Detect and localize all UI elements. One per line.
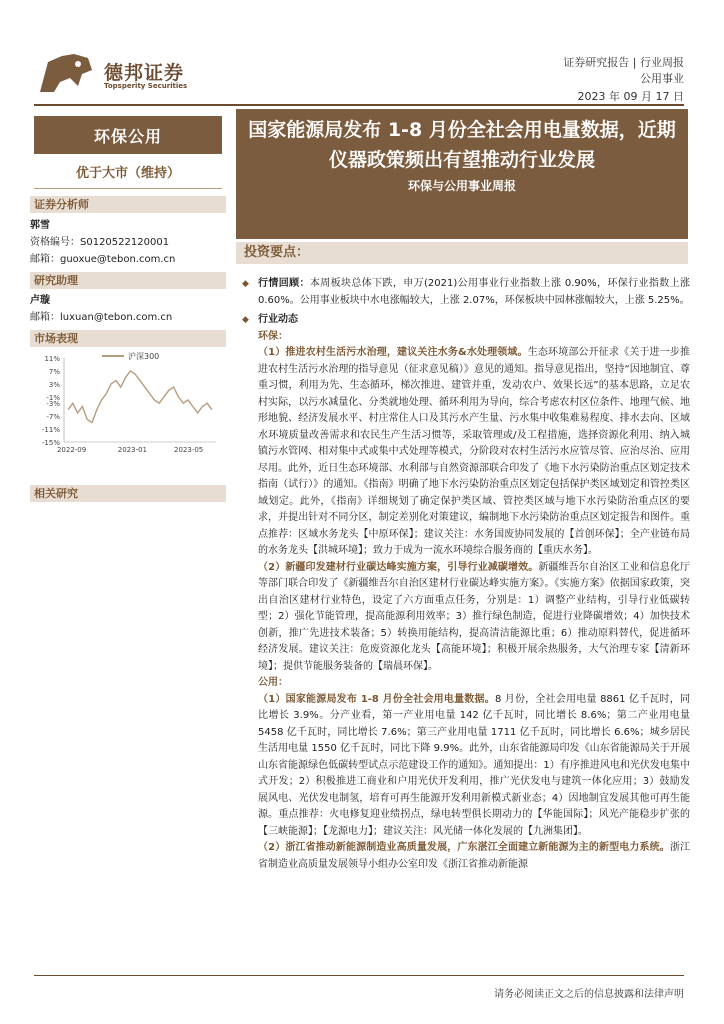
legend-label: 沪深300 — [128, 352, 160, 361]
company-name: 德邦证券 — [104, 62, 185, 84]
header-divider — [34, 104, 684, 106]
x-tick-label: 2023-05 — [174, 446, 204, 454]
series-line-hs300 — [68, 371, 212, 423]
y-tick-label: 7% — [48, 367, 60, 376]
env-para-1-text: 生态环境部公开征求《关于进一步推进农村生活污水治理的指导意见（征求意见稿）》意见的通知。指导意见指出，坚持“因地制宜、尊重习惯，利用为先、生态循环，梯次推进、建管并重，发动农户、效果长远”的基本思路，立足农村实际，以污水减量化、分类就地处理、循环利用为导向，综合考虑农村区位条件、地理气候、地形地貌、经济发展水平、村庄常住人口及其污水产生量、污水集中收集难易程度、排水去向、区域水环境质量改善需求和农民生产生活习惯等，采取管理或/及工程措施，选择资源化利用、纳入城镇污水管网、相对集中式或集中式处理等模式，分阶段对农村生活污水应管尽管、应治尽治、应用尽用。此外，近日生态环境部、水利部与自然资源部联合印发了《地下水污染防治重点区划定技术指南（试行）》的通知。《指南》明确了地下水污染防治重点区划定包括保护类区域划定和管控类区域划定。此外，《指南》详细规划了确定保护类区域、管控类区域与地下水污染防治重点区的要求，并提出针对不同分区，制定差别化对策建议，编制地下水污染防治重点区划定报告和图件。重点推荐：区域水务龙头【中原环保】；建议关注：水务国废协同发展的【首创环保】；全产业链布局的水务龙头【洪城环境】；致力于成为一流水环境综合服务商的【重庆水务】。 — [258, 347, 691, 556]
env-para-1 — [240, 345, 690, 560]
env-para-2 — [240, 560, 690, 676]
footer-disclaimer: 请务必阅读正文之后的信息披露和法律声明 — [494, 989, 684, 1000]
analyst-name: 郭雪 — [30, 220, 50, 231]
env-para-2-heading: （2）新疆印发建材行业碳达峰实施方案，引导行业减碳增效。 — [258, 561, 539, 573]
report-date: 2023 年 09 月 17 日 — [577, 90, 684, 103]
company-logo-icon — [34, 48, 98, 98]
util-para-1 — [240, 692, 690, 841]
x-tick-label: 2023-01 — [117, 446, 148, 454]
assistant-heading: 研究助理 — [30, 272, 226, 289]
env-label: 环保： — [258, 330, 288, 342]
report-title: 国家能源局发布 1-8 月份全社会用电量数据，近期仪器政策频出有望推动行业发展 — [248, 119, 676, 171]
analyst-heading: 证券分析师 — [30, 196, 226, 213]
market-heading: 市场表现 — [30, 330, 226, 347]
sector-title: 环保公用 — [34, 116, 222, 154]
sidebar-divider — [34, 188, 222, 189]
key-points-bar: 投资要点： — [236, 242, 688, 264]
y-tick-label: -11% — [41, 426, 60, 435]
util-para-1-text: 8 月份，全社会用电量 8861 亿千瓦时，同比增长 3.9%。分产业看，第一产业用电量 142 亿千瓦时，同比增长 8.6%；第二产业用电量 5458 亿千瓦时，同比增长 7.6%；第三产业用电量 1711 亿千瓦时，同比增长 6.6%；城乡居民生活用电量 1550 亿千瓦时，同比下降 9.9%。此外，山东省能源局印发《山东省能源局关于开展山东省能源绿色低碳转型试点示范建设工作的通知》。通知提出：1）有序推进风电和光伏发电集中式开发；2）积极推进工商业和户用光伏开发利用，推广光伏发电与建筑一体化应用；3）鼓励发展风电、光伏发电制氢，培育可再生能源开发利用新模式新业态；4）因地制宜发展其他可再生能源。重点推荐：火电修复迎业绩拐点，绿电转型俱长期动力的【华能国际】；风光产能稳步扩张的【三峡能源】；【龙源电力】；建议关注：风光储一体化发展的【九洲集团】。 — [258, 693, 690, 837]
y-tick-label: 11% — [44, 355, 60, 363]
env-para-1-heading: （1）推进农村生活污水治理，建议关注水务&水处理领域。 — [258, 347, 528, 358]
util-para-1-heading: （1）国家能源局发布 1-8 月份全社会用电量数据。 — [258, 693, 495, 705]
company-name-en: Topsperity Securities — [104, 82, 188, 90]
analyst-email[interactable]: 邮箱：guoxue@tebon.com.cn — [30, 254, 176, 265]
rating: 优于大市（维持） — [75, 166, 180, 181]
industry-label: 公用事业 — [640, 72, 684, 85]
y-tick-label: -3% — [46, 400, 60, 409]
util-label: 公用： — [258, 677, 288, 688]
market-review-label: 行情回顾： — [258, 278, 310, 289]
y-tick-label: -15% — [41, 439, 60, 447]
related-research-heading: 相关研究 — [30, 485, 226, 502]
industry-dynamics-label: ◆ 行业动态 — [240, 312, 690, 329]
report-type: 证券研究报告 | 行业周报 — [563, 56, 684, 69]
util-para-2-text: 浙江省制造业高质量发展领导小组办公室印发《浙江省推动新能源 — [258, 842, 690, 870]
x-tick-label: 2022-09 — [56, 446, 87, 454]
main-content — [240, 276, 690, 873]
analyst-cert: 资格编号：S0120522120001 — [30, 237, 170, 248]
market-review-text: 本周板块总体下跌，申万(2021)公用事业行业指数上涨 0.90%，环保行业指数上涨 0.60%。公用事业板块中水电涨幅较大，上涨 2.07%，环保板块中园林涨幅较大，上涨 5.25%。 — [258, 278, 691, 306]
market-performance-chart — [30, 350, 220, 460]
env-para-2-text: 新疆维吾尔自治区工业和信息化厅等部门联合印发了《新疆维吾尔自治区建材行业碳达峰实施方案》。《实施方案》依据国家政策，突出自治区建材行业特色，设定了六方面重点任务，分别是：1）调整产业结构，引导行业低碳转型；2）强化节能管理，提高能源利用效率；3）推行绿色制造，促进行业降碳增效；4）加快技术创新，推广先进技术装备；5）转换用能结构，提高清洁能源比重；6）推动原料替代，促进循环经济发展。建议关注：危废资源化龙头【高能环境】；积极开展余热服务，大气治理专家【清新环境】；提供节能服务装备的【瑞晨环保】。 — [258, 561, 690, 672]
y-tick-label: 3% — [48, 380, 60, 389]
report-subtitle: 环保与公用事业周报 — [407, 179, 516, 193]
assistant-email[interactable]: 邮箱：luxuan@tebon.com.cn — [30, 312, 173, 323]
y-tick-label: -7% — [46, 413, 60, 422]
y-tick-label: -1% — [46, 393, 60, 402]
assistant-name: 卢璇 — [30, 295, 50, 306]
footer-divider — [34, 975, 684, 976]
util-para-2-heading: （2）浙江省推动新能源制造业高质量发展，广东湛江全面建立新能源为主的新型电力系统。 — [258, 842, 670, 853]
util-para-2 — [240, 840, 690, 873]
report-title-box — [236, 109, 688, 239]
market-review — [240, 276, 690, 309]
